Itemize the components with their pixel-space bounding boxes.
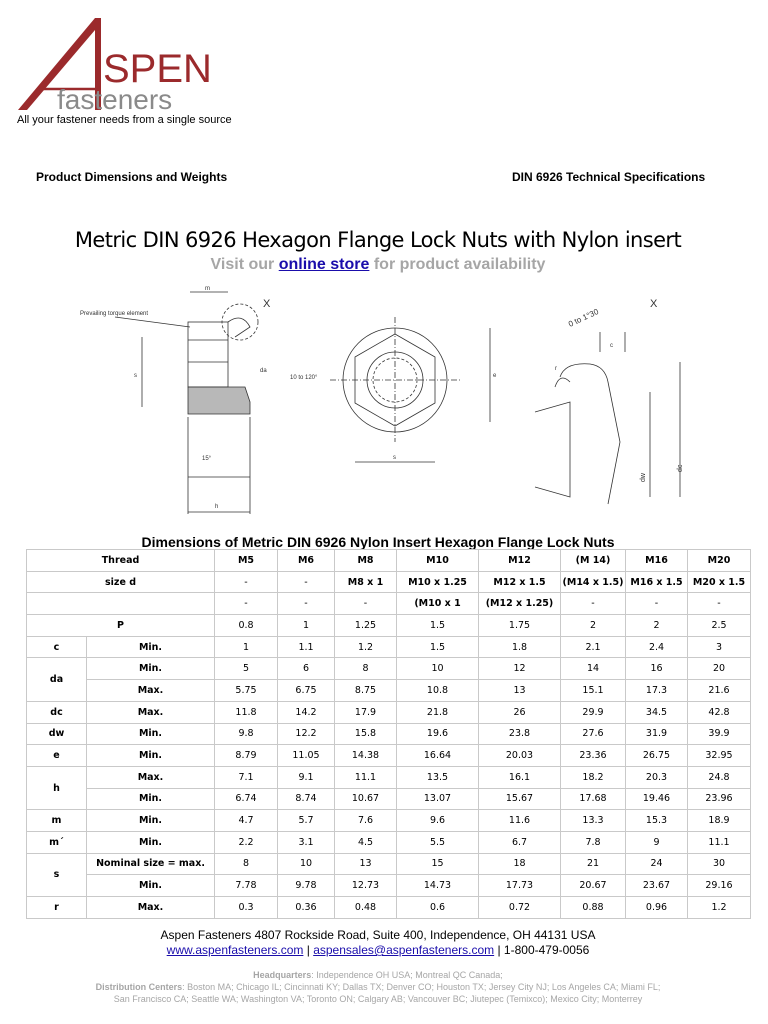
table-cell: M8 x 1	[335, 571, 397, 593]
table-cell: 13.07	[397, 788, 479, 810]
table-cell: 15	[397, 853, 479, 875]
table-row	[27, 615, 751, 637]
table-cell: 42.8	[688, 701, 751, 723]
table-cell: M10 x 1.25	[397, 571, 479, 593]
table-cell: 26.75	[626, 745, 688, 767]
table-cell: 2	[626, 615, 688, 637]
table-cell: (M12 x 1.25)	[479, 593, 561, 615]
table-cell: 23.67	[626, 875, 688, 897]
table-cell: 39.9	[688, 723, 751, 745]
table-cell: 2.4	[626, 636, 688, 658]
table-row	[27, 571, 751, 593]
svg-text:10 to 120°: 10 to 120°	[290, 375, 318, 381]
table-cell: 27.6	[561, 723, 626, 745]
nav-technical-specs[interactable]: DIN 6926 Technical Specifications	[512, 170, 706, 184]
row-label: Min.	[87, 723, 215, 745]
email-link[interactable]: aspensales@aspenfasteners.com	[313, 943, 495, 957]
table-cell: 9.6	[397, 810, 479, 832]
table-row	[27, 766, 751, 788]
table-cell: 19.46	[626, 788, 688, 810]
table-cell: 20.03	[479, 745, 561, 767]
table-cell: 9	[626, 831, 688, 853]
table-row	[27, 723, 751, 745]
distribution-line-1: Distribution Centers: Boston MA; Chicago IL; Cincinnati KY; Dallas TX; Denver CO; Houston TX; Jersey City NJ; Los Angeles CA; Miami FL;	[95, 982, 661, 992]
table-cell: 17.73	[479, 875, 561, 897]
svg-text:c: c	[610, 343, 613, 349]
nav-product-dimensions[interactable]: Product Dimensions and Weights	[36, 170, 228, 184]
table-cell: 1.2	[335, 636, 397, 658]
svg-text:m: m	[205, 286, 210, 292]
table-cell: 29.9	[561, 701, 626, 723]
row-label: Min.	[87, 831, 215, 853]
table-row	[27, 831, 751, 853]
table-cell: 10.8	[397, 680, 479, 702]
table-cell: 10	[397, 658, 479, 680]
table-cell: 9.78	[278, 875, 335, 897]
table-header: M20	[688, 550, 751, 572]
table-cell: 14.2	[278, 701, 335, 723]
table-cell: 3.1	[278, 831, 335, 853]
table-cell: 21	[561, 853, 626, 875]
table-cell: 17.68	[561, 788, 626, 810]
row-symbol: s	[27, 853, 87, 896]
table-cell: 6	[278, 658, 335, 680]
table-cell: 8.75	[335, 680, 397, 702]
table-cell: 7.6	[335, 810, 397, 832]
table-cell: 12	[479, 658, 561, 680]
table-header: M10	[397, 550, 479, 572]
table-cell: 5.7	[278, 810, 335, 832]
table-cell: 2.1	[561, 636, 626, 658]
table-cell: 1	[278, 615, 335, 637]
svg-text:dw: dw	[640, 473, 647, 482]
table-cell: -	[278, 593, 335, 615]
table-cell: 11.8	[215, 701, 278, 723]
table-row	[27, 788, 751, 810]
table-cell: -	[626, 593, 688, 615]
row-label: Max.	[87, 897, 215, 919]
visit-line: Visit our online store for product availability	[210, 256, 546, 273]
row-label: Min.	[87, 636, 215, 658]
table-cell: 1.8	[479, 636, 561, 658]
table-cell: -	[561, 593, 626, 615]
table-cell: (M10 x 1	[397, 593, 479, 615]
table-cell: 11.05	[278, 745, 335, 767]
table-cell: 23.36	[561, 745, 626, 767]
table-cell: 18.9	[688, 810, 751, 832]
table-cell: 12.73	[335, 875, 397, 897]
table-cell: 11.1	[688, 831, 751, 853]
table-cell: 13.3	[561, 810, 626, 832]
row-symbol: dw	[27, 723, 87, 745]
row-label: Max.	[87, 701, 215, 723]
page-title: Metric DIN 6926 Hexagon Flange Lock Nuts with Nylon insert	[74, 228, 682, 252]
contact-line: www.aspenfasteners.com | aspensales@aspenfasteners.com | 1-800-479-0056	[166, 943, 590, 957]
table-cell: 5.75	[215, 680, 278, 702]
table-header: (M 14)	[561, 550, 626, 572]
table-cell: 26	[479, 701, 561, 723]
row-symbol: da	[27, 658, 87, 701]
row-symbol: m´	[27, 831, 87, 853]
svg-text:X: X	[263, 298, 271, 310]
table-row	[27, 745, 751, 767]
table-row	[27, 701, 751, 723]
distribution-line-2: San Francisco CA; Seattle WA; Washington VA; Toronto ON; Calgary AB; Vancouver BC; Jiutepec (Temixco); Mexico City; Monterrey	[113, 994, 643, 1004]
table-cell: -	[215, 571, 278, 593]
svg-text:SPEN: SPEN	[103, 47, 212, 91]
table-header: M5	[215, 550, 278, 572]
table-cell: 1.2	[688, 897, 751, 919]
table-cell: 20.67	[561, 875, 626, 897]
table-cell: 4.7	[215, 810, 278, 832]
table-cell: 18.2	[561, 766, 626, 788]
technical-drawing	[60, 282, 710, 517]
table-cell: 18	[479, 853, 561, 875]
table-cell: 14.38	[335, 745, 397, 767]
table-cell: 0.88	[561, 897, 626, 919]
row-label: Min.	[87, 788, 215, 810]
side-view-drawing	[80, 286, 318, 514]
table-cell: 2.2	[215, 831, 278, 853]
table-row	[27, 658, 751, 680]
table-cell: 23.96	[688, 788, 751, 810]
table-cell: 4.5	[335, 831, 397, 853]
table-cell: 3	[688, 636, 751, 658]
table-cell: 7.78	[215, 875, 278, 897]
svg-text:s: s	[393, 455, 396, 461]
table-cell: 32.95	[688, 745, 751, 767]
table-cell: 0.48	[335, 897, 397, 919]
table-header: M6	[278, 550, 335, 572]
svg-text:Prevailing torque element: Prevailing torque element	[80, 311, 149, 317]
table-cell: 6.75	[278, 680, 335, 702]
row-symbol: h	[27, 766, 87, 809]
svg-text:0 to 1°30: 0 to 1°30	[567, 307, 600, 329]
table-cell: 16.1	[479, 766, 561, 788]
table-cell: -	[215, 593, 278, 615]
table-cell: 31.9	[626, 723, 688, 745]
row-symbol: c	[27, 636, 87, 658]
table-cell: 1.1	[278, 636, 335, 658]
svg-text:r: r	[555, 366, 557, 372]
table-cell: 29.16	[688, 875, 751, 897]
phone-number: | 1-800-479-0056	[494, 943, 590, 957]
row-label: Min.	[87, 810, 215, 832]
row-symbol: e	[27, 745, 87, 767]
table-cell: 8	[215, 853, 278, 875]
table-cell: 0.6	[397, 897, 479, 919]
row-label: Max.	[87, 766, 215, 788]
table-cell: 7.1	[215, 766, 278, 788]
row-label: Min.	[87, 658, 215, 680]
detail-view-drawing	[535, 298, 684, 504]
tagline: All your fastener needs from a single source	[17, 114, 232, 126]
table-cell: 5	[215, 658, 278, 680]
table-cell: 20.3	[626, 766, 688, 788]
table-cell: M12 x 1.5	[479, 571, 561, 593]
table-cell: 0.3	[215, 897, 278, 919]
table-cell: 9.1	[278, 766, 335, 788]
table-cell: -	[335, 593, 397, 615]
table-title: Dimensions of Metric DIN 6926 Nylon Insert Hexagon Flange Lock Nuts	[141, 534, 615, 550]
table-cell: 11.6	[479, 810, 561, 832]
table-cell: 19.6	[397, 723, 479, 745]
svg-text:e: e	[493, 373, 497, 379]
table-cell: 6.74	[215, 788, 278, 810]
table-header: M12	[479, 550, 561, 572]
table-cell: 1.5	[397, 615, 479, 637]
table-cell: 13	[335, 853, 397, 875]
row-symbol: dc	[27, 701, 87, 723]
table-cell: 24	[626, 853, 688, 875]
row-symbol: r	[27, 897, 87, 919]
table-cell: 2	[561, 615, 626, 637]
table-cell: 15.67	[479, 788, 561, 810]
table-row	[27, 636, 751, 658]
table-cell: 2.5	[688, 615, 751, 637]
online-store-link[interactable]: online store	[278, 256, 370, 273]
table-cell: 5.5	[397, 831, 479, 853]
table-cell: 23.8	[479, 723, 561, 745]
table-cell: 17.3	[626, 680, 688, 702]
table-cell: 13.5	[397, 766, 479, 788]
row-label: Min.	[87, 745, 215, 767]
table-cell: 1.25	[335, 615, 397, 637]
aspen-logo	[15, 14, 245, 114]
table-cell: 8.79	[215, 745, 278, 767]
dimensions-table	[26, 549, 751, 919]
svg-text:da: da	[260, 368, 267, 374]
table-cell: 24.8	[688, 766, 751, 788]
table-header: M8	[335, 550, 397, 572]
table-cell: 1	[215, 636, 278, 658]
table-cell: 1.5	[397, 636, 479, 658]
thread-label: Thread	[27, 550, 215, 572]
table-cell: 12.2	[278, 723, 335, 745]
table-cell: 15.3	[626, 810, 688, 832]
table-cell: 10	[278, 853, 335, 875]
table-cell: 21.6	[688, 680, 751, 702]
table-cell: 17.9	[335, 701, 397, 723]
row-label: Nominal size = max.	[87, 853, 215, 875]
svg-text:X: X	[650, 298, 658, 310]
row-label: Min.	[87, 875, 215, 897]
table-cell: 10.67	[335, 788, 397, 810]
table-cell: 6.7	[479, 831, 561, 853]
table-cell: 8.74	[278, 788, 335, 810]
table-cell: 15.1	[561, 680, 626, 702]
table-cell: 34.5	[626, 701, 688, 723]
svg-text:s: s	[134, 373, 137, 379]
table-cell: M20 x 1.5	[688, 571, 751, 593]
table-cell: 8	[335, 658, 397, 680]
table-cell: 9.8	[215, 723, 278, 745]
svg-text:h: h	[215, 504, 219, 510]
table-cell: 15.8	[335, 723, 397, 745]
row-symbol: m	[27, 810, 87, 832]
website-link[interactable]: www.aspenfasteners.com	[166, 943, 304, 957]
table-row	[27, 897, 751, 919]
size-label: size d	[27, 571, 215, 593]
table-cell: 14	[561, 658, 626, 680]
headquarters-line: Headquarters: Independence OH USA; Montreal QC Canada;	[253, 970, 503, 980]
table-row	[27, 680, 751, 702]
table-cell: 0.36	[278, 897, 335, 919]
table-cell: 21.8	[397, 701, 479, 723]
table-cell: 1.75	[479, 615, 561, 637]
table-row	[27, 853, 751, 875]
table-row	[27, 875, 751, 897]
table-header: M16	[626, 550, 688, 572]
table-cell: -	[688, 593, 751, 615]
svg-text:fasteners: fasteners	[57, 84, 173, 114]
svg-text:15°: 15°	[202, 456, 212, 462]
row-symbol: P	[27, 615, 215, 637]
company-address: Aspen Fasteners 4807 Rockside Road, Suite 400, Independence, OH 44131 USA	[160, 928, 596, 942]
table-cell: 20	[688, 658, 751, 680]
row-label: Max.	[87, 680, 215, 702]
table-cell: 0.72	[479, 897, 561, 919]
svg-text:dc: dc	[677, 464, 684, 472]
table-cell: 13	[479, 680, 561, 702]
front-view-drawing	[330, 317, 497, 462]
table-cell: 16	[626, 658, 688, 680]
table-cell: 0.96	[626, 897, 688, 919]
table-cell: 0.8	[215, 615, 278, 637]
table-row	[27, 810, 751, 832]
table-row	[27, 550, 751, 572]
table-cell: (M14 x 1.5)	[561, 571, 626, 593]
table-cell: 7.8	[561, 831, 626, 853]
table-cell: 14.73	[397, 875, 479, 897]
table-cell: M16 x 1.5	[626, 571, 688, 593]
table-cell: 11.1	[335, 766, 397, 788]
table-cell: 16.64	[397, 745, 479, 767]
table-row	[27, 593, 751, 615]
table-cell: 30	[688, 853, 751, 875]
table-cell: -	[278, 571, 335, 593]
